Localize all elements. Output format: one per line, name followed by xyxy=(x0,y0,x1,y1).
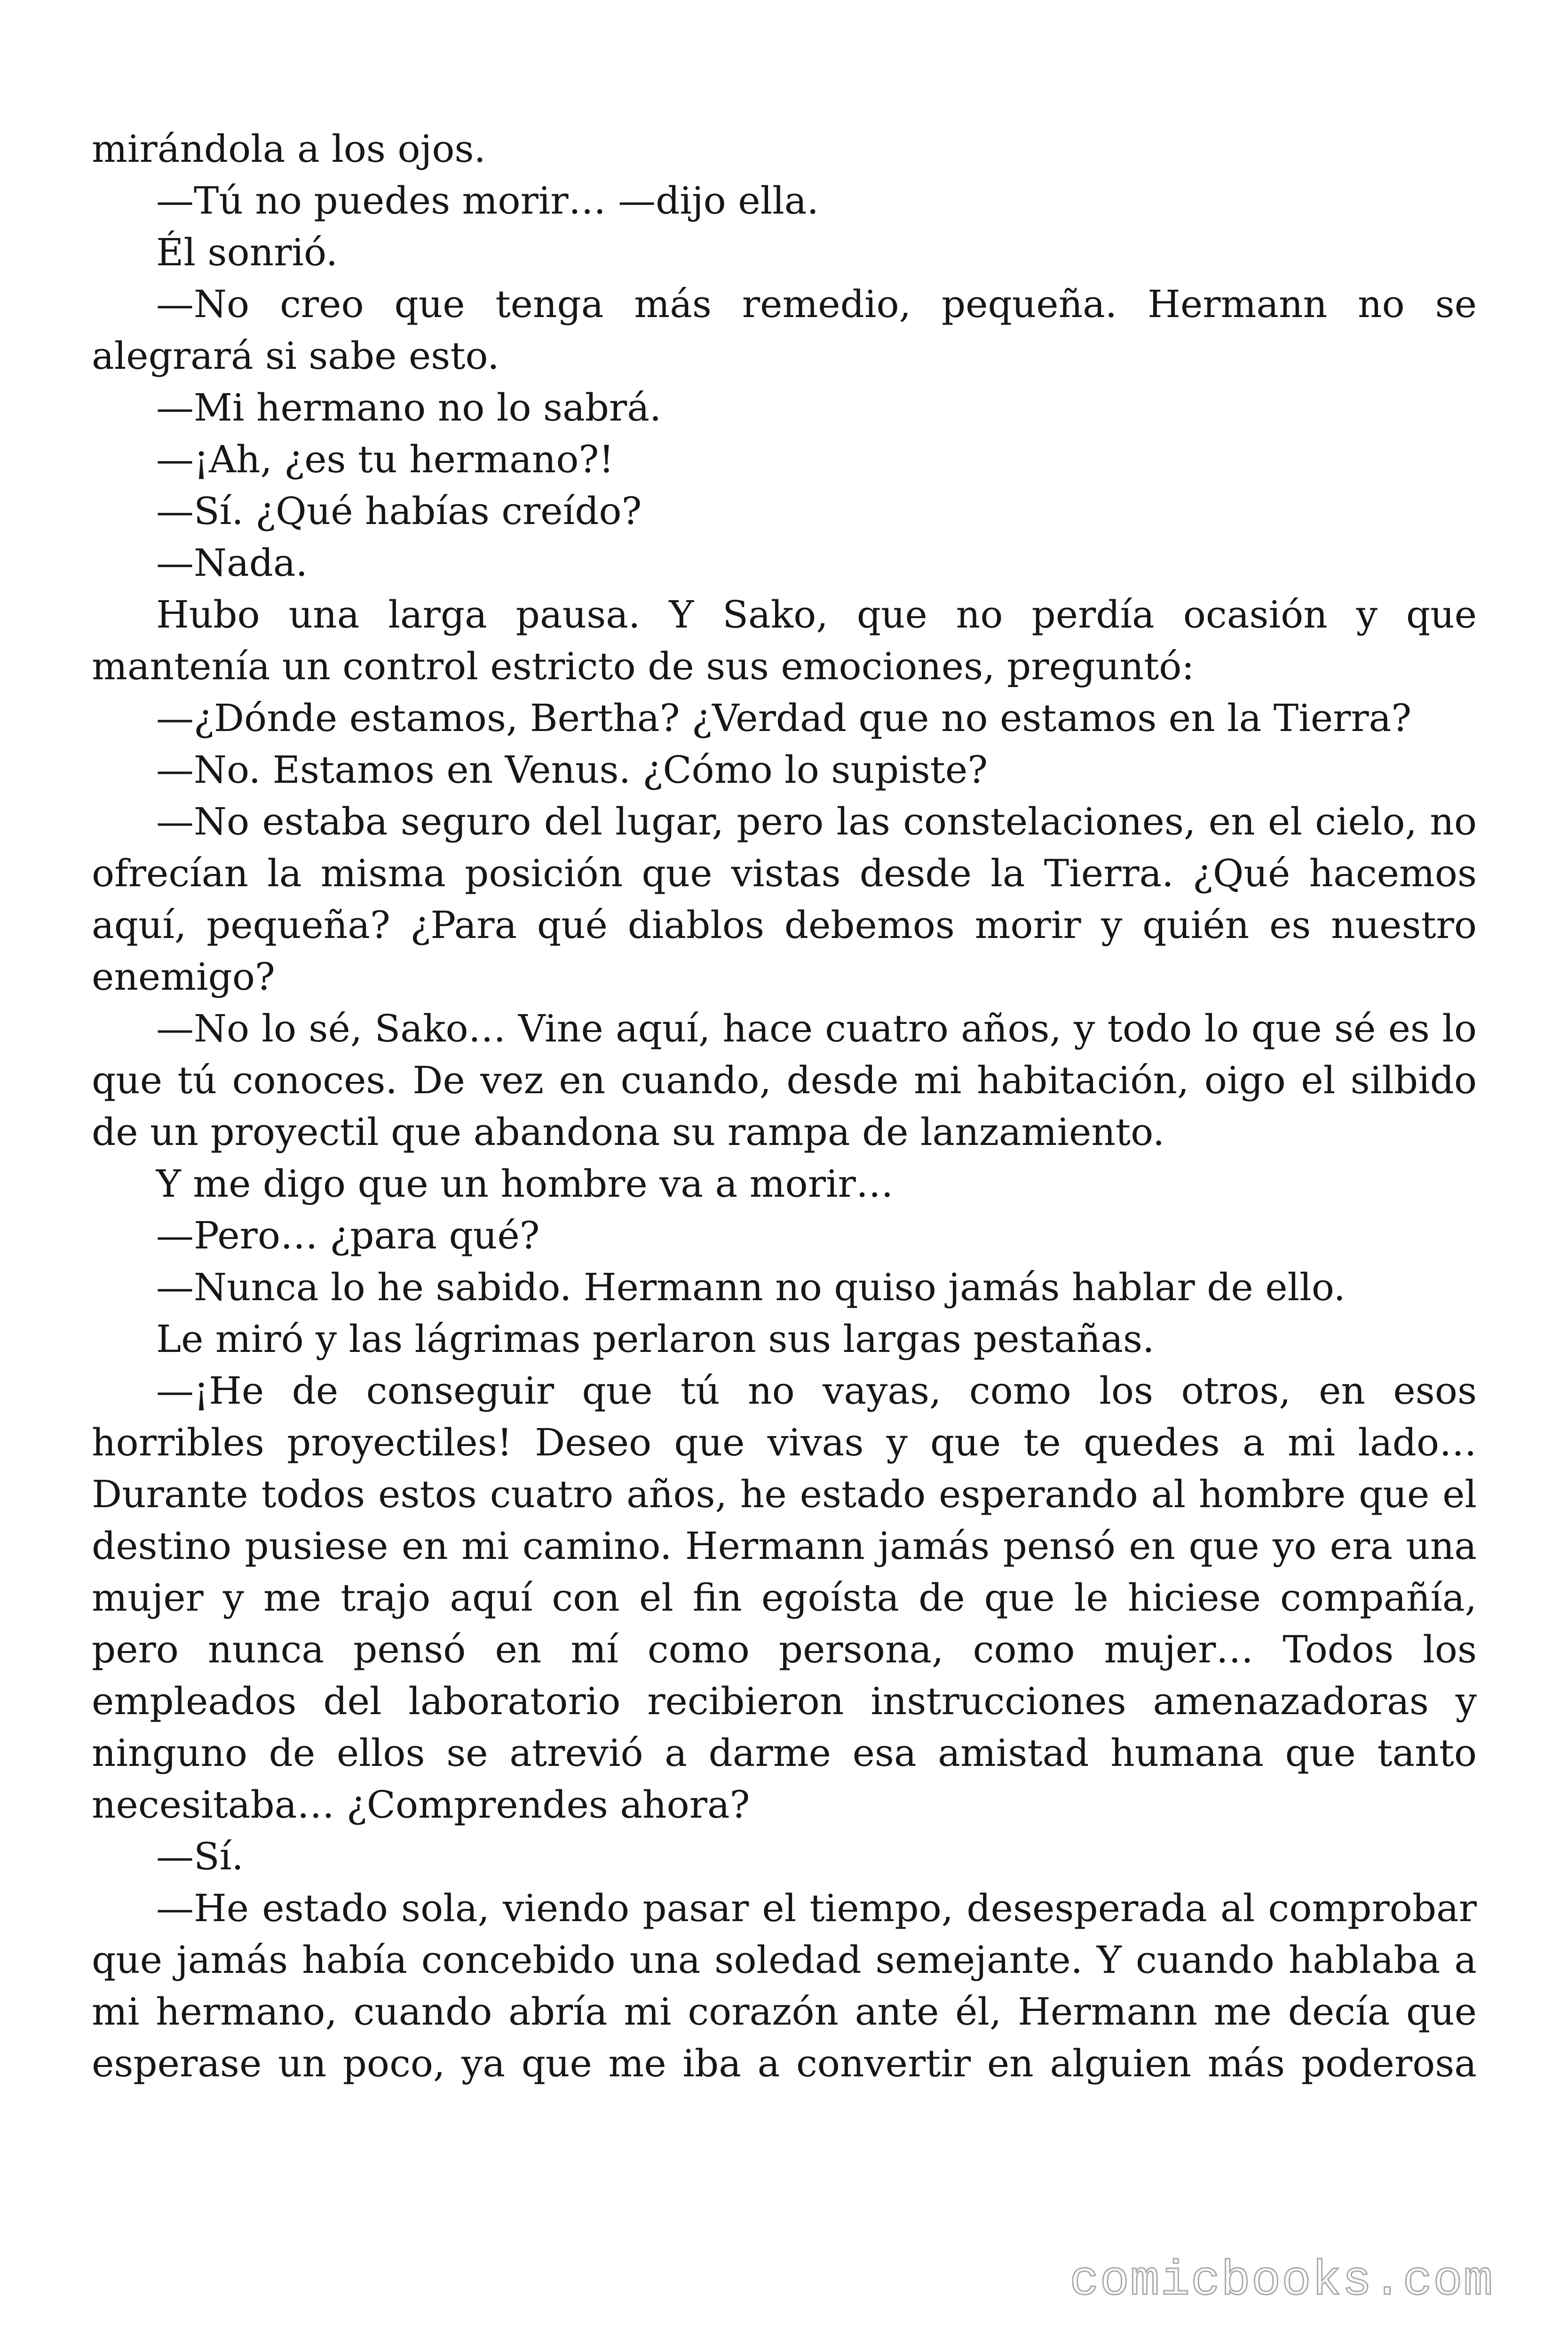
paragraph: —No lo sé, Sako… Vine aquí, hace cuatro años, y todo lo que sé es lo que tú conoces. De vez en cuando, desde mi habitación, oigo el silbido de un proyectil que abandona su rampa de lanzamiento. xyxy=(92,1007,1477,1154)
paragraph: Él sonrió. xyxy=(156,230,338,274)
paragraph: mirándola a los ojos. xyxy=(92,127,486,171)
paragraph: —Pero… ¿para qué? xyxy=(156,1214,540,1257)
paragraph: Hubo una larga pausa. Y Sako, que no perdía ocasión y que mantenía un control estricto de sus emociones, preguntó: xyxy=(92,593,1477,688)
paragraph: —Nunca lo he sabido. Hermann no quiso jamás hablar de ello. xyxy=(156,1265,1346,1309)
watermark: comicbooks.com xyxy=(1069,2254,1494,2309)
paragraph: —He estado sola, viendo pasar el tiempo, desesperada al comprobar que jamás había concebido una soledad semejante. Y cuando hablaba a mi hermano, cuando abría mi corazón ante él, Hermann me decía que esperase un poco, ya que me iba a convertir en alguien más poderosa xyxy=(92,1886,1477,2085)
paragraph: —¿Dónde estamos, Bertha? ¿Verdad que no estamos en la Tierra? xyxy=(156,696,1412,740)
paragraph: —Sí. ¿Qué habías creído? xyxy=(156,489,642,533)
paragraph: —¡He de conseguir que tú no vayas, como los otros, en esos horribles proyectiles! Deseo que vivas y que te quedes a mi lado… Durante todos estos cuatro años, he estado esperando al hombre que el destino pusiese en mi camino. Hermann jamás pensó en que yo era una mujer y me trajo aquí con el fin egoísta de que le hiciese compañía, pero nunca pensó en mí como persona, como mujer… Todos los empleados del laboratorio recibieron instrucciones amenazadoras y ninguno de ellos se atrevió a darme esa amistad humana que tanto necesitaba… ¿Comprendes ahora? xyxy=(92,1369,1477,1827)
paragraph: —Nada. xyxy=(156,541,308,585)
paragraph: Le miró y las lágrimas perlaron sus largas pestañas. xyxy=(156,1317,1155,1361)
book-page-text xyxy=(92,123,1477,2090)
paragraph: —Tú no puedes morir… —dijo ella. xyxy=(156,179,819,222)
paragraph: —Sí. xyxy=(156,1835,244,1878)
paragraph: —¡Ah, ¿es tu hermano?! xyxy=(156,437,614,481)
paragraph: —Mi hermano no lo sabrá. xyxy=(156,386,662,429)
paragraph: —No. Estamos en Venus. ¿Cómo lo supiste? xyxy=(156,748,988,792)
paragraph: Y me digo que un hombre va a morir… xyxy=(156,1162,894,1206)
paragraph: —No creo que tenga más remedio, pequeña. Hermann no se alegrará si sabe esto. xyxy=(92,282,1477,378)
paragraph: —No estaba seguro del lugar, pero las constelaciones, en el cielo, no ofrecían la misma posición que vistas desde la Tierra. ¿Qué hacemos aquí, pequeña? ¿Para qué diablos debemos morir y quién es nuestro enemigo? xyxy=(92,800,1477,999)
